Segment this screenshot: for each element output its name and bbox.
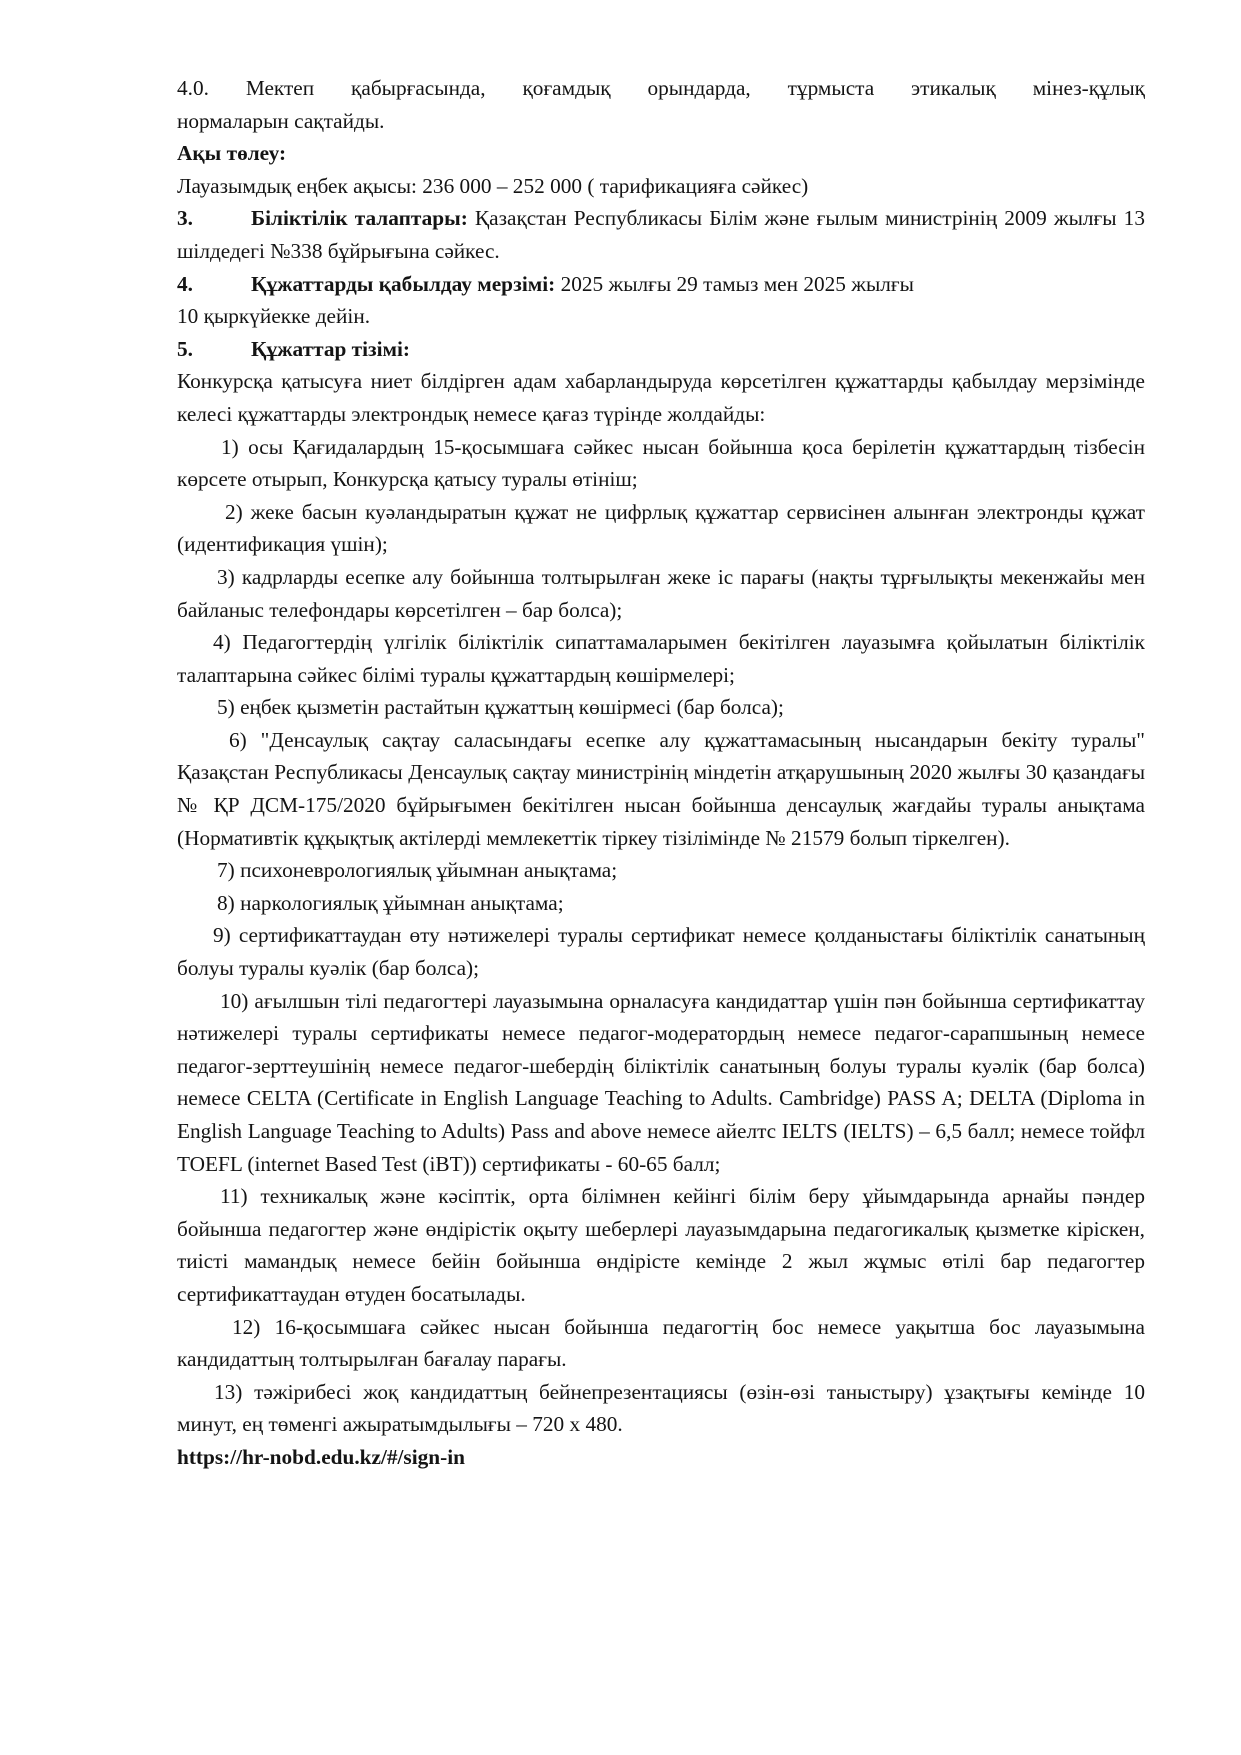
document-page <box>177 72 1145 1474</box>
section-5-number: 5. <box>177 336 193 361</box>
list-item: 7) психоневрологиялық ұйымнан анықтама; <box>217 858 618 883</box>
list-item: 11) техникалық және кәсіптік, орта білімнен кейінгі білім беру ұйымдарында арнайы пәндер бойынша педагогтер және өндірістік оқыту шеберлері лауазымдарына педагогикалық қызметке кіріскен, тиісті мамандық немесе бейін бойынша өндірісте кемінде 2 жыл жұмыс өтілі бар педагогтер сертификаттаудан өтуден босатылады. <box>177 1184 1145 1306</box>
list-item: 9) сертификаттаудан өту нәтижелері туралы сертификат немесе қолданыстағы біліктілік санатының болуы туралы куәлік (бар болса); <box>177 923 1145 981</box>
section-4-text: 2025 жылғы 29 тамыз мен 2025 жылғы <box>555 271 914 296</box>
pay-heading: Ақы төлеу: <box>177 141 287 166</box>
list-item: 3) кадрларды есепке алу бойынша толтырылған жеке іс парағы (нақты тұрғылықты мекенжайы мен байланыс телефондары көрсетілген – бар болса); <box>177 564 1145 622</box>
section-3-number: 3. <box>177 206 193 231</box>
list-item: 13) тәжірибесі жоқ кандидаттың бейнепрезентациясы (өзін-өзі таныстыру) ұзақтығы кемінде 10 минут, ең төменгі ажыратымдылығы – 720 х 480. <box>177 1379 1145 1437</box>
section-5-intro: Конкурсқа қатысуға ниет білдірген адам хабарландыруда көрсетілген құжаттарды қабылдау мерзімінде келесі құжаттарды электрондық немесе қағаз түрінде жолдайды: <box>177 369 1145 426</box>
list-item: 12) 16-қосымшаға сәйкес нысан бойынша педагогтің бос немесе уақытша бос лауазымына кандидаттың толтырылған бағалау парағы. <box>177 1314 1145 1372</box>
section-3-label: Біліктілік талаптары: <box>251 206 468 231</box>
section-4-label: Құжаттарды қабылдау мерзімі: <box>251 271 556 296</box>
section-3-text: Қазақстан Республикасы Білім және ғылым министрінің 2009 жылғы 13 шілдедегі №338 бұйрығына сәйкес. <box>177 206 1145 263</box>
pay-text: Лауазымдық еңбек ақысы: 236 000 – 252 000 ( тарификацияға сәйкес) <box>177 173 809 198</box>
item-4-0-line1: 4.0. Мектеп қабырғасында, қоғамдық орындарда, тұрмыста этикалық мінез-құлық <box>177 76 1145 100</box>
list-item: 8) наркологиялық ұйымнан анықтама; <box>217 890 564 915</box>
list-item: 4) Педагогтердің үлгілік біліктілік сипаттамаларымен бекітілген лауазымға қойылатын біліктілік талаптарына сәйкес білімі туралы құжаттардың көшірмелері; <box>177 630 1145 687</box>
section-4-text-continued: 10 қыркүйекке дейін. <box>177 304 371 329</box>
list-item: 5) еңбек қызметін растайтын құжаттың көшірмесі (бар болса); <box>217 695 784 720</box>
section-4 <box>177 268 1145 301</box>
section-5-label: Құжаттар тізімі: <box>251 336 410 361</box>
hr-nobd-link[interactable]: https://hr-nobd.edu.kz/#/sign-in <box>177 1444 465 1469</box>
section-3 <box>177 202 1145 267</box>
list-item: 6) "Денсаулық сақтау саласындағы есепке алу құжаттамасының нысандарын бекіту туралы" Қазақстан Республикасы Денсаулық сақтау министрінің міндетін атқарушының 2020 жылғы 30 қазандағы № ҚР ДСМ-175/2020 бұйрығымен бекітілген нысан бойынша денсаулық жағдайы туралы анықтама (Нормативтік құқықтық актілерді мемлекеттік тіркеу тізілімінде № 21579 болып тіркелген). <box>177 727 1145 850</box>
item-4-0-line2: нормаларын сақтайды. <box>177 108 385 133</box>
list-item: 1) осы Қағидалардың 15-қосымшаға сәйкес нысан бойынша қоса берілетін құжаттардың тізбесін көрсете отырып, Конкурсқа қатысу туралы өтініш; <box>177 434 1145 492</box>
section-4-number: 4. <box>177 271 193 296</box>
list-item: 2) жеке басын куәландыратын құжат не цифрлық құжаттар сервисінен алынған электронды құжат (идентификация үшін); <box>177 499 1145 557</box>
list-item: 10) ағылшын тілі педагогтері лауазымына орналасуға кандидаттар үшін пән бойынша сертификаттау нәтижелері туралы сертификаты немесе педагог-модератордың немесе педагог-сарапшының немесе педагог-зерттеушінің немесе педагог-шебердің біліктілік санатының болуы туралы куәлік (бар болса) немесе CELTA (Certificate in English Language Teaching to Adults. Cambridge) PASS A; DELTA (Diploma in English Language Teaching to Adults) Pass and above немесе айелтс IELTS (IELTS) – 6,5 балл; немесе тойфл TOEFL (internet Based Test (iBT)) сертификаты - 60-65 балл; <box>177 988 1145 1176</box>
section-5-heading <box>177 333 1145 366</box>
